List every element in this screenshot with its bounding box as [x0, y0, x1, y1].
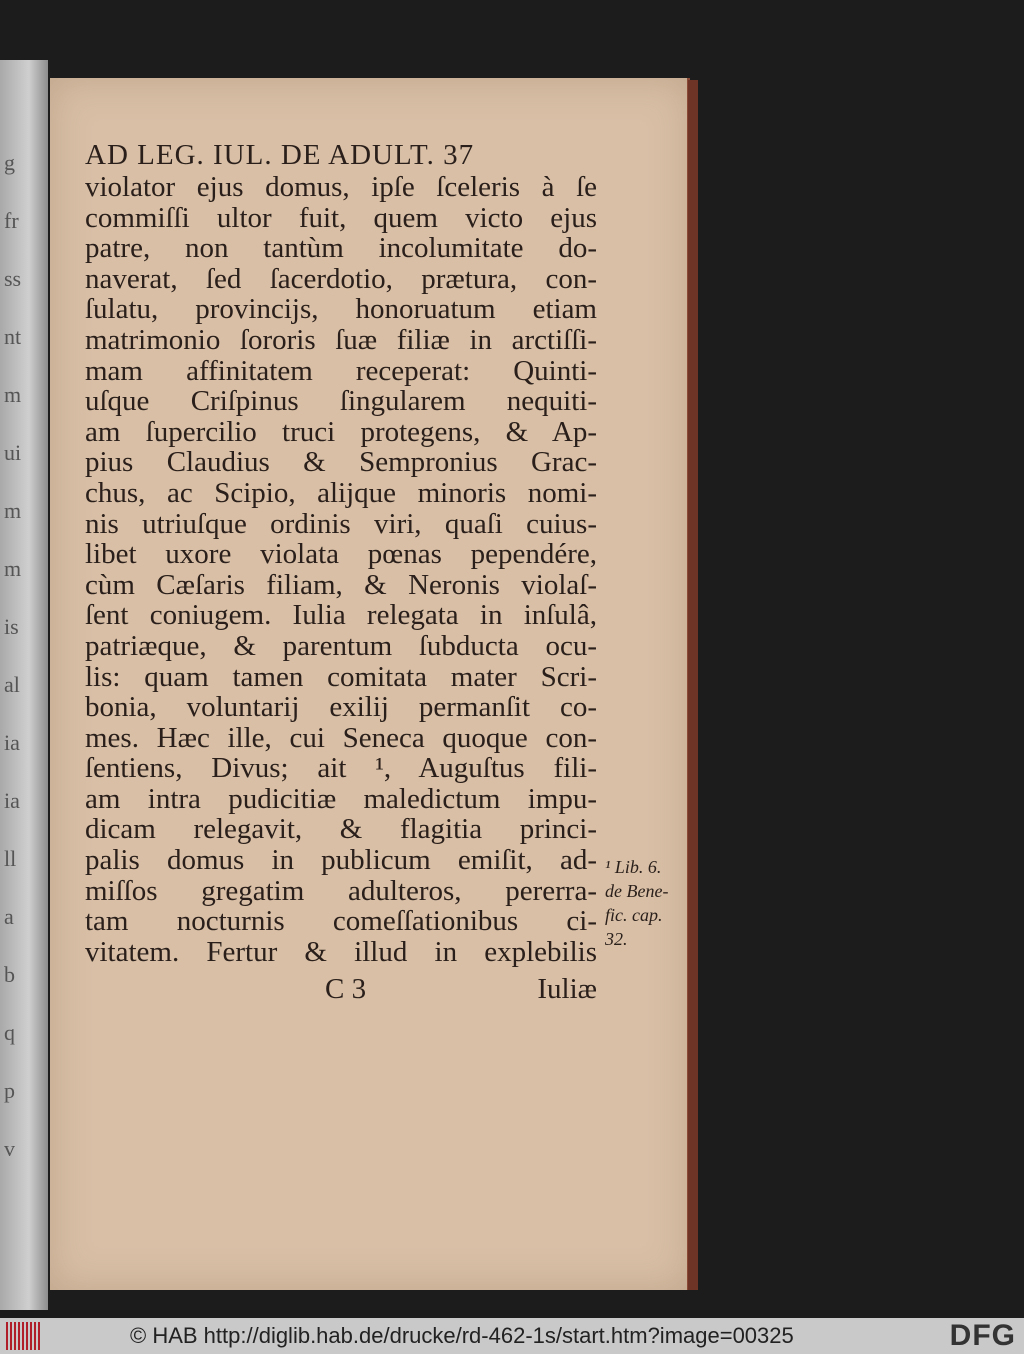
- previous-page-glyph: ss: [4, 266, 22, 291]
- text-line: lis: quam tamen comitata mater Scri-: [85, 660, 597, 693]
- text-line: miſſos gregatim adulteros, pererra-: [85, 874, 597, 907]
- text-line: libet uxore violata pœnas pependére,: [85, 538, 597, 571]
- margin-note: [605, 855, 668, 951]
- text-line: palis domus in publicum emiſit, ad-: [85, 844, 597, 877]
- hab-logo-icon: [6, 1322, 40, 1350]
- text-line: commiſſi ultor fuit, quem victo ejus: [85, 201, 597, 234]
- previous-page-glyph: fr: [4, 208, 19, 233]
- page-edge: [688, 80, 698, 1290]
- text-line: am intra pudicitiæ maledictum impu-: [85, 782, 597, 815]
- previous-page-glyph: ui: [4, 440, 22, 465]
- text-line: mam affinitatem receperat: Quinti-: [85, 354, 597, 387]
- previous-page-glyph: is: [4, 614, 19, 639]
- catchword: Iuliæ: [537, 973, 597, 1006]
- text-line: ſentiens, Divus; ait ¹, Auguſtus fili-: [85, 752, 597, 785]
- previous-page-glyph: m: [4, 556, 22, 581]
- text-line: patriæque, & parentum ſubducta ocu-: [85, 629, 597, 662]
- previous-page-glyph: ia: [4, 730, 20, 755]
- credit-link[interactable]: © HAB http://diglib.hab.de/drucke/rd-462-1s/start.htm?image=00325: [130, 1323, 794, 1348]
- footer-bar: [0, 1318, 1024, 1354]
- text-line: ſent coniugem. Iulia relegata in inſulâ,: [85, 599, 597, 632]
- text-line: cùm Cæſaris filiam, & Neronis violaſ-: [85, 568, 597, 601]
- page-text: [85, 138, 597, 1006]
- catch-line: [85, 973, 597, 1006]
- text-line: mes. Hæc ille, cui Seneca quoque con-: [85, 721, 597, 754]
- running-header: AD LEG. IUL. DE ADULT. 37: [85, 139, 475, 171]
- text-line: patre, non tantùm incolumitate do-: [85, 232, 597, 265]
- text-line: violator ejus domus, ipſe ſceleris à ſe: [85, 171, 597, 203]
- previous-page-glyph: v: [4, 1136, 15, 1161]
- previous-page-glyph: m: [4, 382, 22, 407]
- signature-mark: C 3: [325, 973, 367, 1006]
- margin-note-line: fic. cap.: [605, 905, 663, 925]
- text-line: am ſupercilio truci protegens, & Ap-: [85, 415, 597, 448]
- text-line: bonia, voluntarij exilij permanſit co-: [85, 691, 597, 724]
- previous-page-glyph: ia: [4, 788, 20, 813]
- text-line: chus, ac Scipio, alijque minoris nomi-: [85, 476, 597, 509]
- body-lines: [85, 172, 597, 967]
- text-line: uſque Criſpinus ſingularem nequiti-: [85, 385, 597, 418]
- previous-page-glyph: ll: [4, 846, 17, 871]
- previous-page-glyph: a: [4, 904, 14, 929]
- previous-page-glyph: b: [4, 962, 15, 987]
- previous-page-edge: [0, 60, 48, 1310]
- text-line: vitatem. Fertur & illud in explebilis: [85, 935, 597, 968]
- margin-note-line: ¹ Lib. 6.: [605, 857, 662, 877]
- previous-page-glyph: al: [4, 672, 20, 697]
- previous-page-glyph: p: [4, 1078, 15, 1103]
- text-line: naverat, ſed ſacerdotio, prætura, con-: [85, 262, 597, 295]
- previous-page-glyph: q: [4, 1020, 15, 1045]
- text-line: ſulatu, provincijs, honoruatum etiam: [85, 293, 597, 326]
- text-line: matrimonio ſororis ſuæ filiæ in arctiſſi-: [85, 323, 597, 356]
- dfg-logo: DFG: [949, 1319, 1016, 1352]
- text-line: pius Claudius & Sempronius Grac-: [85, 446, 597, 479]
- text-line: tam nocturnis comeſſationibus ci-: [85, 905, 597, 938]
- text-line: nis utriuſque ordinis viri, quaſi cuius-: [85, 507, 597, 540]
- previous-page-glyph: g: [4, 150, 15, 175]
- margin-note-line: de Bene-: [605, 881, 669, 901]
- previous-page-glyph: m: [4, 498, 22, 523]
- previous-page-glyph: nt: [4, 324, 22, 349]
- text-line: dicam relegavit, & flagitia princi-: [85, 813, 597, 846]
- margin-note-line: 32.: [605, 929, 628, 949]
